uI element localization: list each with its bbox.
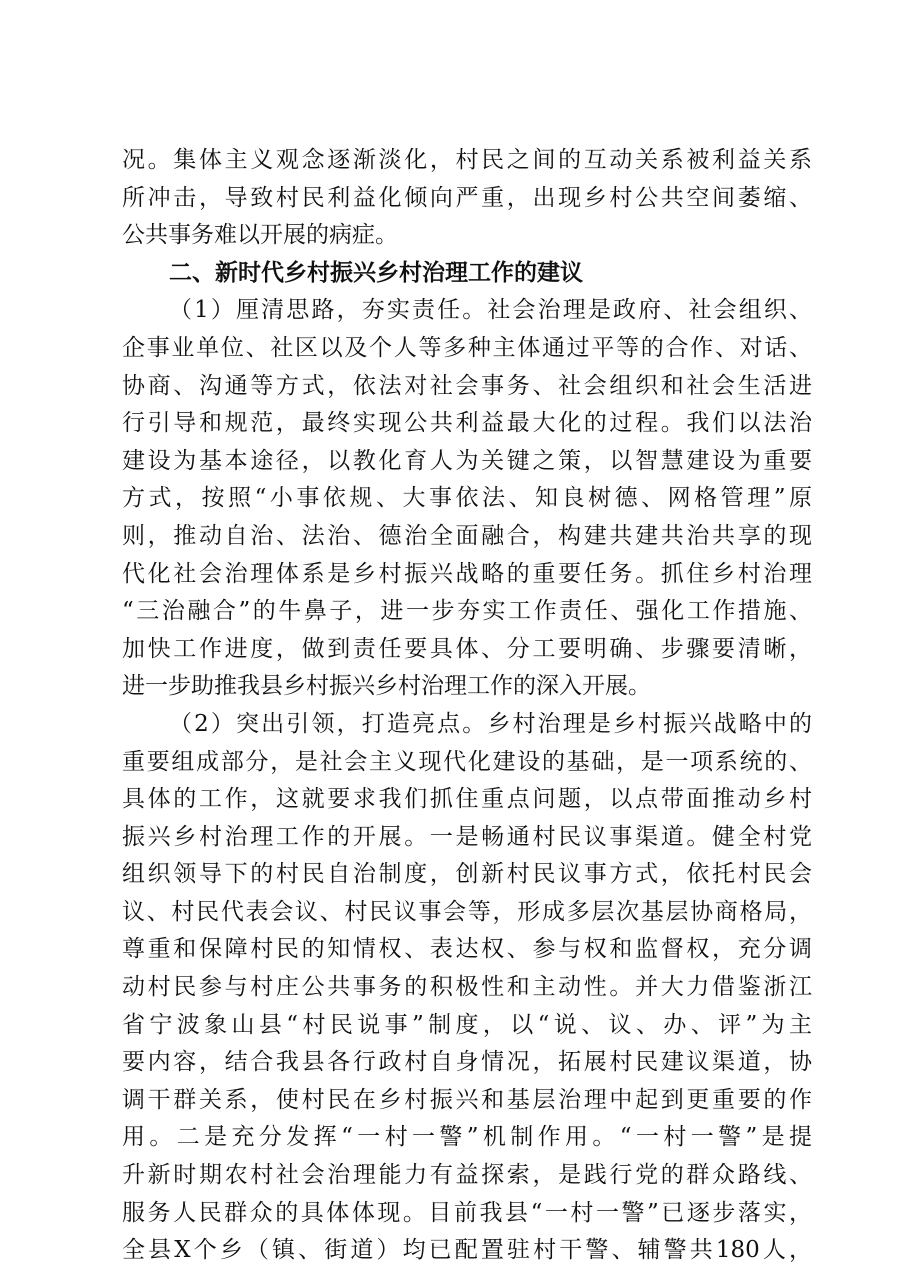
text-line: 公共事务难以开展的病症。 bbox=[122, 222, 398, 249]
text-line: 全县X个乡（镇、街道）均已配置驻村干警、辅警共180人， bbox=[122, 1237, 812, 1264]
section-heading: 二、新时代乡村振兴乡村治理工作的建议 bbox=[169, 259, 583, 286]
text-line: 调干群关系，使村民在乡村振兴和基层治理中起到更重要的作 bbox=[122, 1086, 812, 1113]
text-line: 所冲击，导致村民利益化倾向严重，出现乡村公共空间萎缩、 bbox=[122, 184, 812, 211]
text-line: 服务人民群众的具体体现。目前我县“一村一警”已逐步落实， bbox=[122, 1199, 812, 1226]
paragraph-first-line: （1）厘清思路，夯实责任。社会治理是政府、社会组织、 bbox=[169, 297, 812, 324]
text-line: 要内容，结合我县各行政村自身情况，拓展村民建议渠道，协 bbox=[122, 1049, 812, 1076]
text-line: 用。二是充分发挥“一村一警”机制作用。“一村一警”是提 bbox=[122, 1124, 812, 1151]
text-line: 建设为基本途径，以教化育人为关键之策，以智慧建设为重要 bbox=[122, 447, 812, 474]
text-line: 加快工作进度，做到责任要具体、分工要明确、步骤要清晰， bbox=[122, 635, 812, 662]
document-page bbox=[122, 142, 812, 1270]
text-line: 省宁波象山县“村民说事”制度，以“说、议、办、评”为主 bbox=[122, 1011, 812, 1038]
text-line: 行引导和规范，最终实现公共利益最大化的过程。我们以法治 bbox=[122, 410, 812, 437]
text-line: 则，推动自治、法治、德治全面融合，构建共建共治共享的现 bbox=[122, 522, 812, 549]
text-line: 振兴乡村治理工作的开展。一是畅通村民议事渠道。健全村党 bbox=[122, 823, 812, 850]
text-line: 动村民参与村庄公共事务的积极性和主动性。并大力借鉴浙江 bbox=[122, 974, 812, 1001]
text-line: 具体的工作，这就要求我们抓住重点问题，以点带面推动乡村 bbox=[122, 786, 812, 813]
text-line: 组织领导下的村民自治制度，创新村民议事方式，依托村民会 bbox=[122, 861, 812, 888]
text-line: 方式，按照“小事依规、大事依法、知良树德、网格管理”原 bbox=[122, 485, 812, 512]
text-line: 进一步助推我县乡村振兴乡村治理工作的深入开展。 bbox=[122, 673, 651, 700]
text-line: 代化社会治理体系是乡村振兴战略的重要任务。抓住乡村治理 bbox=[122, 560, 812, 587]
text-line: 企事业单位、社区以及个人等多种主体通过平等的合作、对话、 bbox=[122, 334, 812, 361]
paragraph-first-line: （2）突出引领，打造亮点。乡村治理是乡村振兴战略中的 bbox=[169, 710, 812, 737]
text-line: “三治融合”的牛鼻子，进一步夯实工作责任、强化工作措施、 bbox=[122, 598, 812, 625]
text-line: 协商、沟通等方式，依法对社会事务、社会组织和社会生活进 bbox=[122, 372, 812, 399]
text-line: 升新时期农村社会治理能力有益探索，是践行党的群众路线、 bbox=[122, 1162, 812, 1189]
text-line: 重要组成部分，是社会主义现代化建设的基础，是一项系统的、 bbox=[122, 748, 812, 775]
text-line: 尊重和保障村民的知情权、表达权、参与权和监督权，充分调 bbox=[122, 936, 812, 963]
text-line: 议、村民代表会议、村民议事会等，形成多层次基层协商格局， bbox=[122, 898, 812, 925]
text-line: 况。集体主义观念逐渐淡化，村民之间的互动关系被利益关系 bbox=[122, 147, 812, 173]
